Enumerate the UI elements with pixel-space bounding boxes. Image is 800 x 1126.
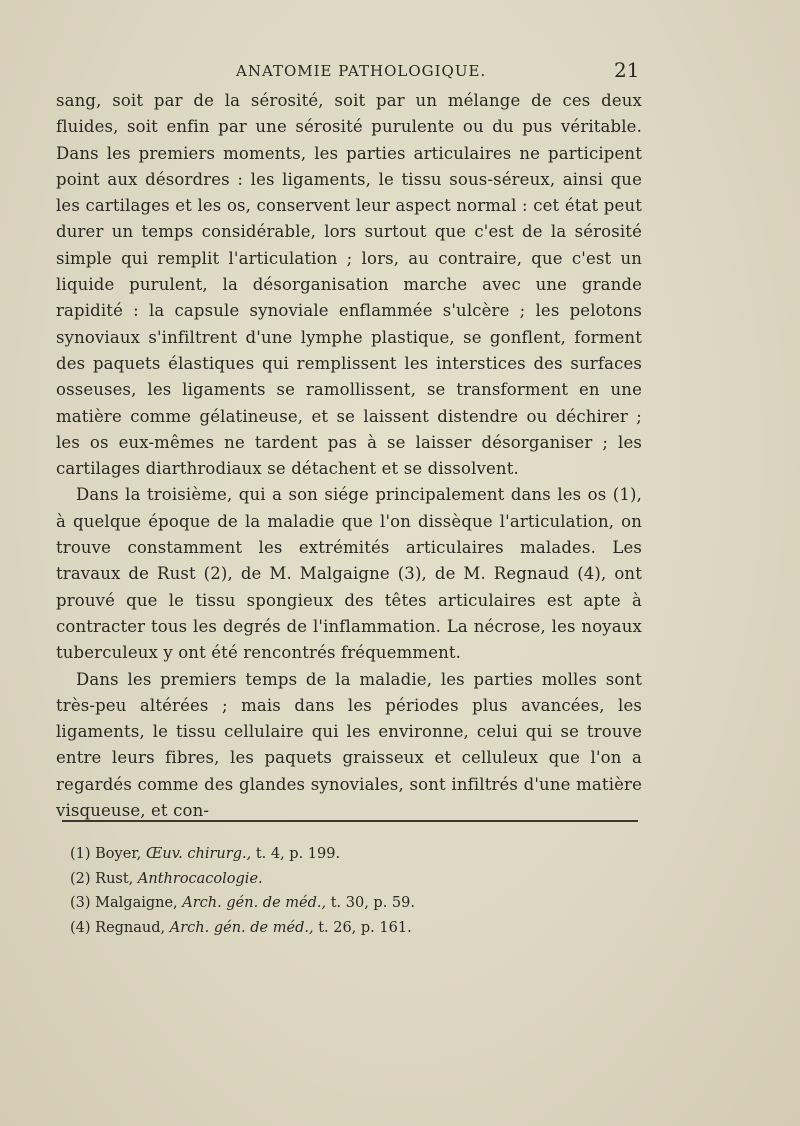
- footnote-author: Regnaud,: [95, 919, 166, 936]
- body-text: [56, 88, 642, 824]
- footnote: [70, 842, 630, 867]
- footnote-author: Malgaigne,: [95, 895, 178, 911]
- footnote-author: Rust,: [95, 870, 134, 887]
- footnote-marker: (1): [70, 846, 91, 862]
- footnote-author: Boyer,: [95, 846, 142, 862]
- footnote-work: Arch. gén. de méd.,: [169, 919, 314, 936]
- footnote-reference: t. 4, p. 199.: [255, 846, 341, 862]
- paragraph: Dans les premiers temps de la maladie, les parties molles sont très-peu altérées ; mais dans les périodes plus avancées, les ligaments, le tissu cellulaire qui les environne, celui qui se trouve entre leurs fibres, les paquets graisseux et celluleux que l'on a regardés comme des glandes synoviales, sont infiltrés d'une matière visqueuse, et con-: [56, 669, 642, 821]
- running-head: [0, 58, 800, 86]
- paragraph: sang, soit par de la sérosité, soit par un mélange de ces deux fluides, soit enfin par une sérosité purulente ou du pus véritable. Dans les premiers moments, les parties articulaires ne participent point aux désordres : les ligaments, le tissu sous-séreux, ainsi que les cartilages et les os, conservent leur aspect normal : cet état peut durer un temps considérable, lors surtout que c'est de la sérosité simple qui remplit l'articulation ; lors, au contraire, que c'est un liquide purulent, la désorganisation marche avec une grande rapidité : la capsule synoviale enflammée s'ulcère ; les pelotons synoviaux s'infiltrent d'une lymphe plastique, se gonflent, forment des paquets élastiques qui remplissent les interstices des surfaces osseuses, les ligaments se ramollissent, se transforment en une matière comme gélatineuse, et se laissent distendre ou déchirer ; les os eux-mêmes ne tardent pas à se laisser désorganiser ; les cartilages diarthrodiaux se détachent et se dissolvent.: [56, 91, 642, 479]
- footnote-divider: [62, 820, 638, 822]
- footnote-marker: (3): [70, 895, 91, 911]
- page-number: 21: [614, 58, 640, 82]
- footnote-reference: t. 26, p. 161.: [318, 919, 412, 936]
- footnote: [70, 891, 630, 916]
- footnote-work: Œuv. chirurg.,: [145, 846, 252, 862]
- footnote-work: Anthrocacologie.: [137, 870, 263, 887]
- running-title: ANATOMIE PATHOLOGIQUE.: [236, 62, 487, 80]
- footnotes: [70, 842, 630, 940]
- footnote: [70, 916, 630, 941]
- footnote: [70, 867, 630, 892]
- footnote-work: Arch. gén. de méd.,: [182, 895, 327, 911]
- footnote-marker: (4): [70, 919, 91, 936]
- footnote-reference: t. 30, p. 59.: [330, 895, 415, 911]
- footnote-marker: (2): [70, 870, 91, 887]
- paragraph: Dans la troisième, qui a son siége principalement dans les os (1), à quelque époque de la maladie que l'on dissèque l'articulation, on trouve constamment les extrémités articulaires malades. Les travaux de Rust (2), de M. Malgaigne (3), de M. Regnaud (4), ont prouvé que le tissu spongieux des têtes articulaires est apte à contracter tous les degrés de l'inflammation. La nécrose, les noyaux tuberculeux y ont été rencontrés fréquemment.: [56, 485, 642, 663]
